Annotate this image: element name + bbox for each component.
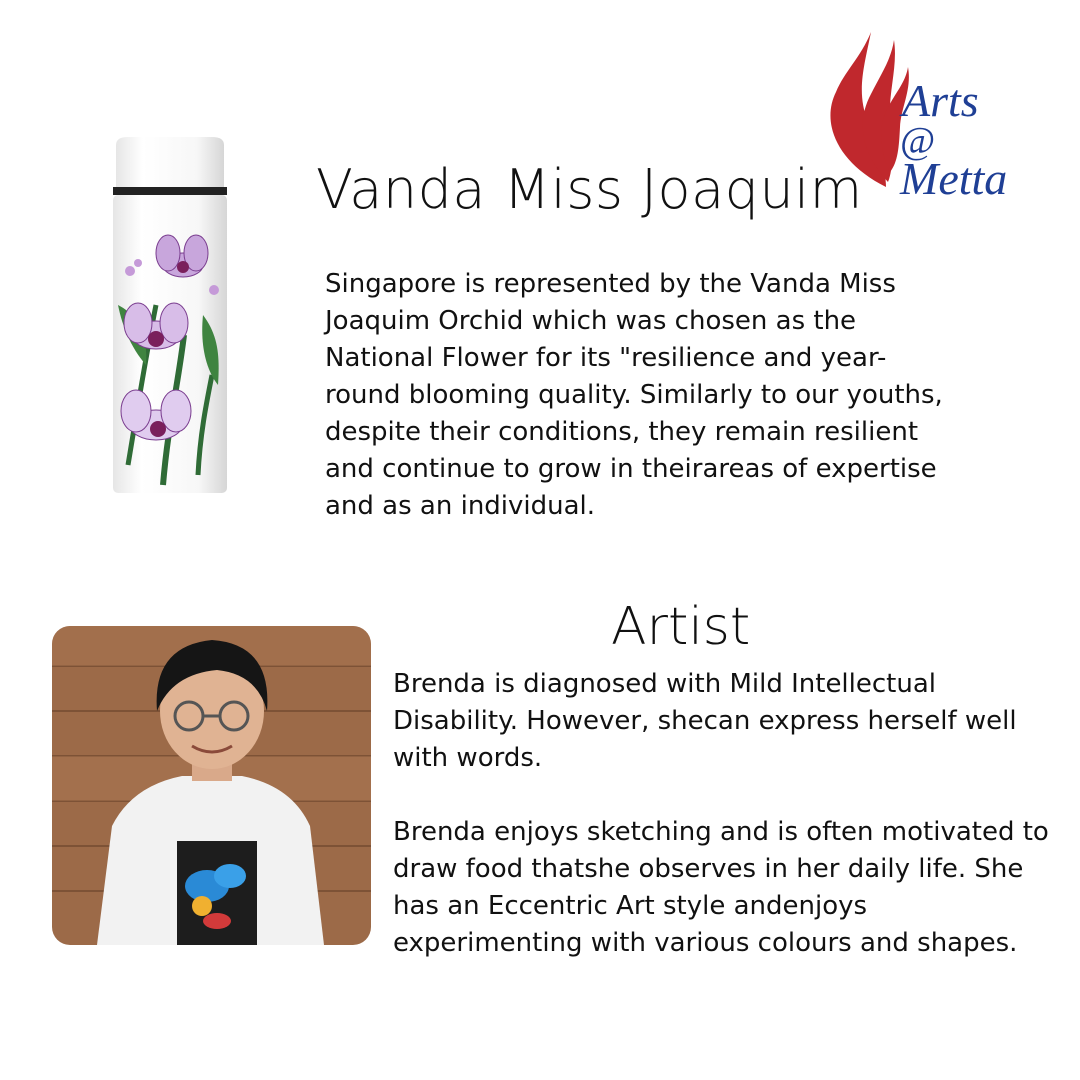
artist-photo <box>52 626 371 945</box>
artist-bio-paragraph-1: Brenda is diagnosed with Mild Intellectual Disability. However, shecan express herself well with words. <box>393 669 1017 773</box>
product-bottle-image <box>108 135 232 497</box>
artist-bio-paragraph-2: Brenda enjoys sketching and is often motivated to draw food thatshe observes in her daily life. She has an Eccentric Art style andenjoys experimenting with various colours and shapes. <box>393 817 1049 958</box>
product-description: Singapore is represented by the Vanda Miss Joaquim Orchid which was chosen as the National Flower for its "resilience and year-round blooming quality. Similarly to our youths, despite their conditions, they remain resilient and continue to grow in theirareas of expertise and as an individual. <box>325 269 943 521</box>
logo-text-at: @ <box>900 120 935 162</box>
logo-text-arts: Arts <box>902 75 979 126</box>
artist-heading: Artist <box>611 597 751 657</box>
logo-text-metta: Metta <box>900 153 1008 204</box>
product-title: Vanda Miss Joaquim <box>316 158 863 221</box>
artist-bio <box>393 666 1055 999</box>
